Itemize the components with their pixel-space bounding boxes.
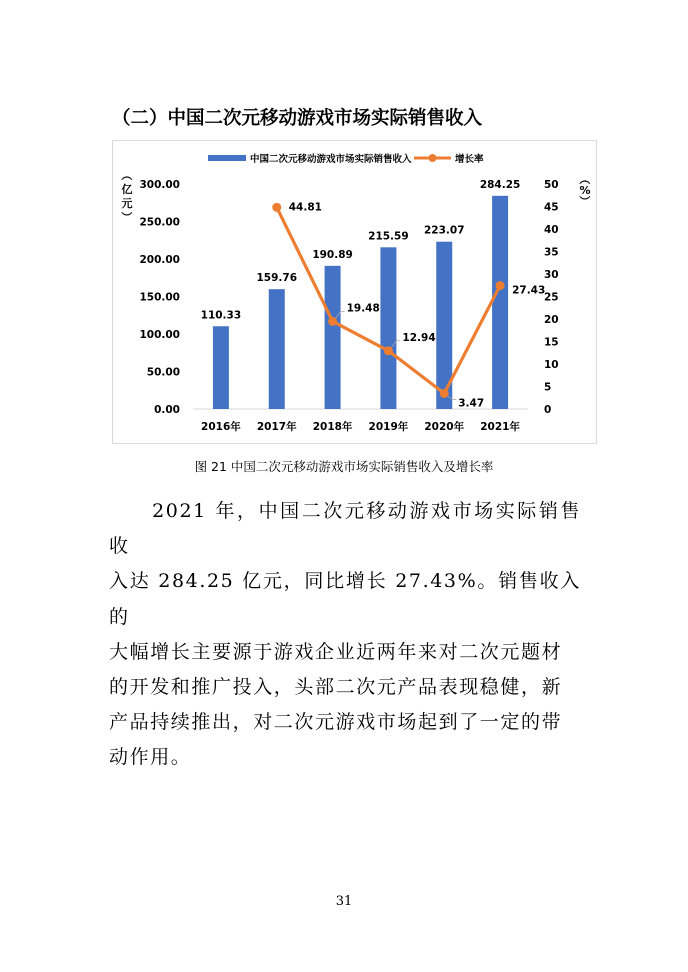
y-right-tick-label: 20 xyxy=(544,314,559,326)
y-right-axis-title-char: （ xyxy=(578,173,591,185)
paragraph-line: 入达 284.25 亿元，同比增长 27.43%。销售收入的 xyxy=(109,570,581,628)
bar-data-label: 215.59 xyxy=(368,230,409,243)
paragraph-line: 2021 年，中国二次元移动游戏市场实际销售收 xyxy=(109,500,581,558)
legend-bar-label: 中国二次元移动游戏市场实际销售收入 xyxy=(250,154,412,165)
y-right-tick-label: 15 xyxy=(544,336,559,349)
bar-data-label: 284.25 xyxy=(479,178,521,191)
line-data-label: 27.43 xyxy=(512,284,546,297)
line-point xyxy=(440,389,449,398)
x-tick-label: 2021年 xyxy=(480,421,520,433)
x-tick-label: 2016年 xyxy=(201,421,241,433)
paragraph-line: 大幅增长主要源于游戏企业近两年来对二次元题材 xyxy=(109,640,563,663)
paragraph-line: 的开发和推广投入，头部二次元产品表现稳健，新 xyxy=(109,676,563,699)
bar xyxy=(269,289,285,409)
bar xyxy=(325,266,341,409)
y-right-tick-label: 10 xyxy=(544,359,559,371)
paragraph-line: 动作用。 xyxy=(109,746,192,769)
y-right-tick-label: 50 xyxy=(544,179,559,191)
legend-line-marker xyxy=(429,154,437,162)
y-left-tick-label: 50.00 xyxy=(146,366,180,379)
y-right-tick-label: 45 xyxy=(544,201,559,214)
figure-caption: 图 21 中国二次元移动游戏市场实际销售收入及增长率 xyxy=(194,459,494,474)
line-data-label: 12.94 xyxy=(402,331,436,344)
line-point xyxy=(272,203,281,212)
x-tick-label: 2018年 xyxy=(312,421,353,433)
bar-data-label: 110.33 xyxy=(200,309,242,322)
bar-data-label: 159.76 xyxy=(256,272,298,285)
bar xyxy=(380,247,396,409)
y-right-tick-label: 5 xyxy=(544,381,552,394)
paragraph-line: 产品持续推出，对二次元游戏市场起到了一定的带 xyxy=(109,711,563,734)
y-left-axis-title-char: ） xyxy=(120,211,133,223)
y-left-axis-title-char: （ xyxy=(120,169,133,181)
y-right-tick-label: 0 xyxy=(544,404,552,416)
x-tick-label: 2017年 xyxy=(256,421,297,433)
y-left-axis-title-char: 亿 xyxy=(121,183,133,196)
line-point xyxy=(496,281,505,290)
y-right-axis-title-char: % xyxy=(579,184,591,197)
x-tick-label: 2020年 xyxy=(424,421,465,433)
revenue-chart xyxy=(112,140,597,444)
line-data-label: 44.81 xyxy=(288,201,322,214)
section-heading: （二）中国二次元移动游戏市场实际销售收入 xyxy=(112,108,483,129)
y-right-tick-label: 30 xyxy=(544,269,559,281)
y-left-axis-title-char: 元 xyxy=(121,197,133,210)
bar-data-label: 190.89 xyxy=(312,248,353,261)
y-left-tick-label: 300.00 xyxy=(139,179,180,191)
y-left-tick-label: 200.00 xyxy=(139,254,180,266)
x-tick-label: 2019年 xyxy=(368,421,409,433)
line-data-label: 19.48 xyxy=(346,302,380,315)
y-left-tick-label: 150.00 xyxy=(139,291,180,304)
y-right-tick-label: 25 xyxy=(544,291,559,304)
bar xyxy=(492,196,508,409)
bar-data-label: 223.07 xyxy=(423,224,465,237)
y-left-tick-label: 100.00 xyxy=(139,329,180,341)
chart-svg xyxy=(113,141,596,443)
body-paragraph xyxy=(109,494,581,776)
legend-line-label: 增长率 xyxy=(455,154,484,165)
page-number: 31 xyxy=(335,894,353,909)
y-left-tick-label: 250.00 xyxy=(139,216,180,229)
y-right-tick-label: 35 xyxy=(544,246,559,259)
y-left-tick-label: 0.00 xyxy=(154,404,180,416)
bar xyxy=(213,326,229,409)
legend-bar-swatch xyxy=(208,155,246,161)
y-right-tick-label: 40 xyxy=(544,224,559,236)
y-right-axis-title-char: ） xyxy=(578,195,591,207)
line-data-label: 3.47 xyxy=(458,397,485,410)
